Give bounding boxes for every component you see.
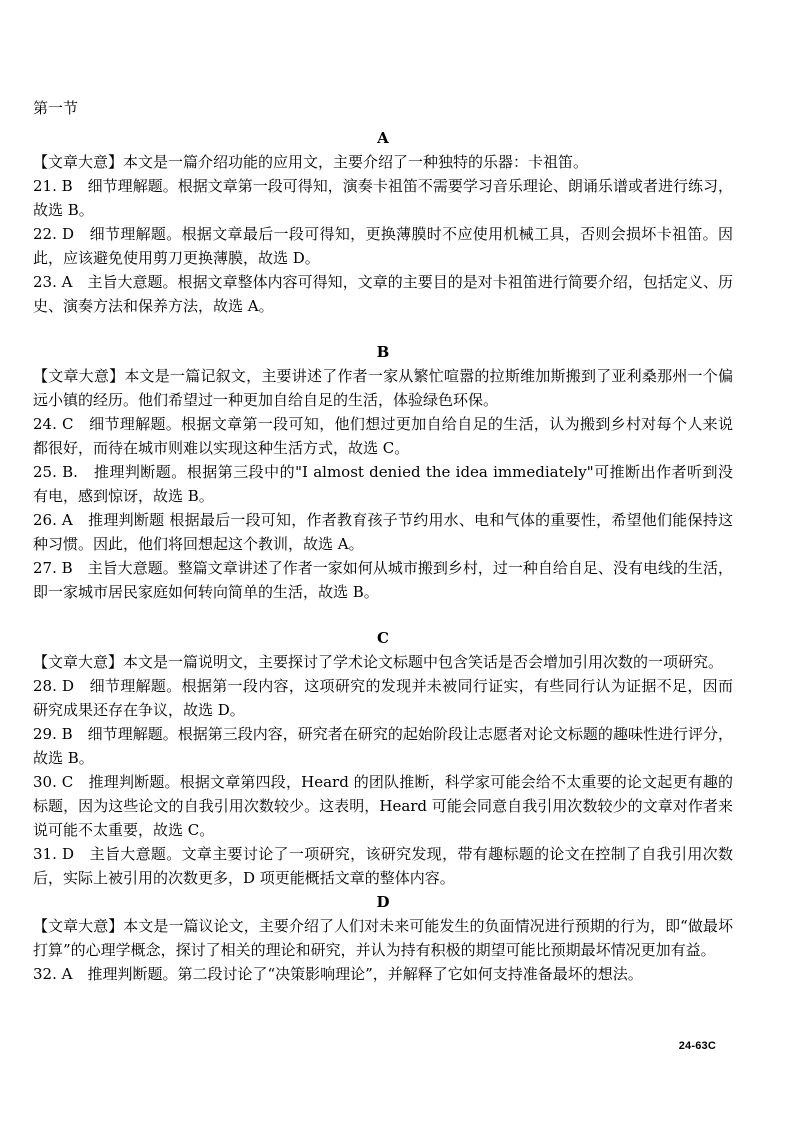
part-b-summary: 【文章大意】本文是一篇记叙文，主要讲述了作者一家从繁忙喧嚣的拉斯维加斯搬到了亚利桑那州一个偏远小镇的经历。他们希望过一种更加自给自足的生活，体验绿色环保。 xyxy=(33,367,733,409)
answer-31: 31. D 主旨大意题。文章主要讨论了一项研究，该研究发现，带有趣标题的论文在控制了自我引用次数后，实际上被引用的次数更多，D 项更能概括文章的整体内容。 xyxy=(33,845,733,887)
part-a-summary: 【文章大意】本文是一篇介绍功能的应用文，主要介绍了一种独特的乐器：卡祖笛。 xyxy=(33,153,589,171)
answer-21: 21. B 细节理解题。根据文章第一段可得知，演奏卡祖笛不需要学习音乐理论、朗诵乐谱或者进行练习，故选 B。 xyxy=(33,177,733,219)
answer-26: 26. A 推理判断题 根据最后一段可知，作者教育孩子节约用水、电和气体的重要性，希望他们能保持这种习惯。因此，他们将回想起这个教训，故选 A。 xyxy=(33,511,733,553)
answer-24: 24. C 细节理解题。根据文章第一段可知，他们想过更加自给自足的生活，认为搬到乡村对每个人来说都很好，而待在城市则难以实现这种生活方式，故选 C。 xyxy=(33,415,733,457)
part-c-heading: C xyxy=(377,629,389,647)
part-d-heading: D xyxy=(376,893,390,911)
part-a-heading: A xyxy=(377,129,389,147)
answer-30: 30. C 推理判断题。根据文章第四段，Heard 的团队推断，科学家可能会给不太重要的论文起更有趣的标题，因为这些论文的自我引用次数较少。这表明，Heard 可能会同意自我引用次数较少的文章对作者来说可能不太重要，故选 C。 xyxy=(33,773,733,839)
part-b-heading: B xyxy=(376,343,390,361)
part-c-summary: 【文章大意】本文是一篇说明文，主要探讨了学术论文标题中包含笑话是否会增加引用次数的一项研究。 xyxy=(33,653,724,671)
answer-27: 27. B 主旨大意题。整篇文章讲述了作者一家如何从城市搬到乡村，过一种自给自足、没有电线的生活，即一家城市居民家庭如何转向简单的生活，故选 B。 xyxy=(33,559,733,601)
answer-23: 23. A 主旨大意题。根据文章整体内容可得知，文章的主要目的是对卡祖笛进行简要介绍，包括定义、历史、演奏方法和保养方法，故选 A。 xyxy=(33,273,733,315)
answer-22: 22. D 细节理解题。根据文章最后一段可得知，更换薄膜时不应使用机械工具，否则会损坏卡祖笛。因此，应该避免使用剪刀更换薄膜，故选 D。 xyxy=(33,225,733,267)
section-title: 第一节 xyxy=(33,99,79,117)
page-code: 24-63C xyxy=(678,1040,716,1052)
answer-28: 28. D 细节理解题。根据第一段内容，这项研究的发现并未被同行证实，有些同行认为证据不足，因而研究成果还存在争议，故选 D。 xyxy=(33,677,733,719)
answer-key-page xyxy=(33,96,733,986)
part-d-summary: 【文章大意】本文是一篇议论文，主要介绍了人们对未来可能发生的负面情况进行预期的行为，即“做最坏打算”的心理学概念，探讨了相关的理论和研究，并认为持有积极的期望可能比预期最坏情况更加有益。 xyxy=(33,917,733,959)
answer-29: 29. B 细节理解题。根据第三段内容，研究者在研究的起始阶段让志愿者对论文标题的趣味性进行评分，故选 B。 xyxy=(33,725,733,767)
answer-25: 25. B. 推理判断题。根据第三段中的"I almost denied the idea immediately"可推断出作者听到没有电，感到惊讶，故选 B。 xyxy=(33,463,733,505)
answer-32: 32. A 推理判断题。第二段讨论了“决策影响理论”，并解释了它如何支持准备最坏的想法。 xyxy=(33,965,643,983)
